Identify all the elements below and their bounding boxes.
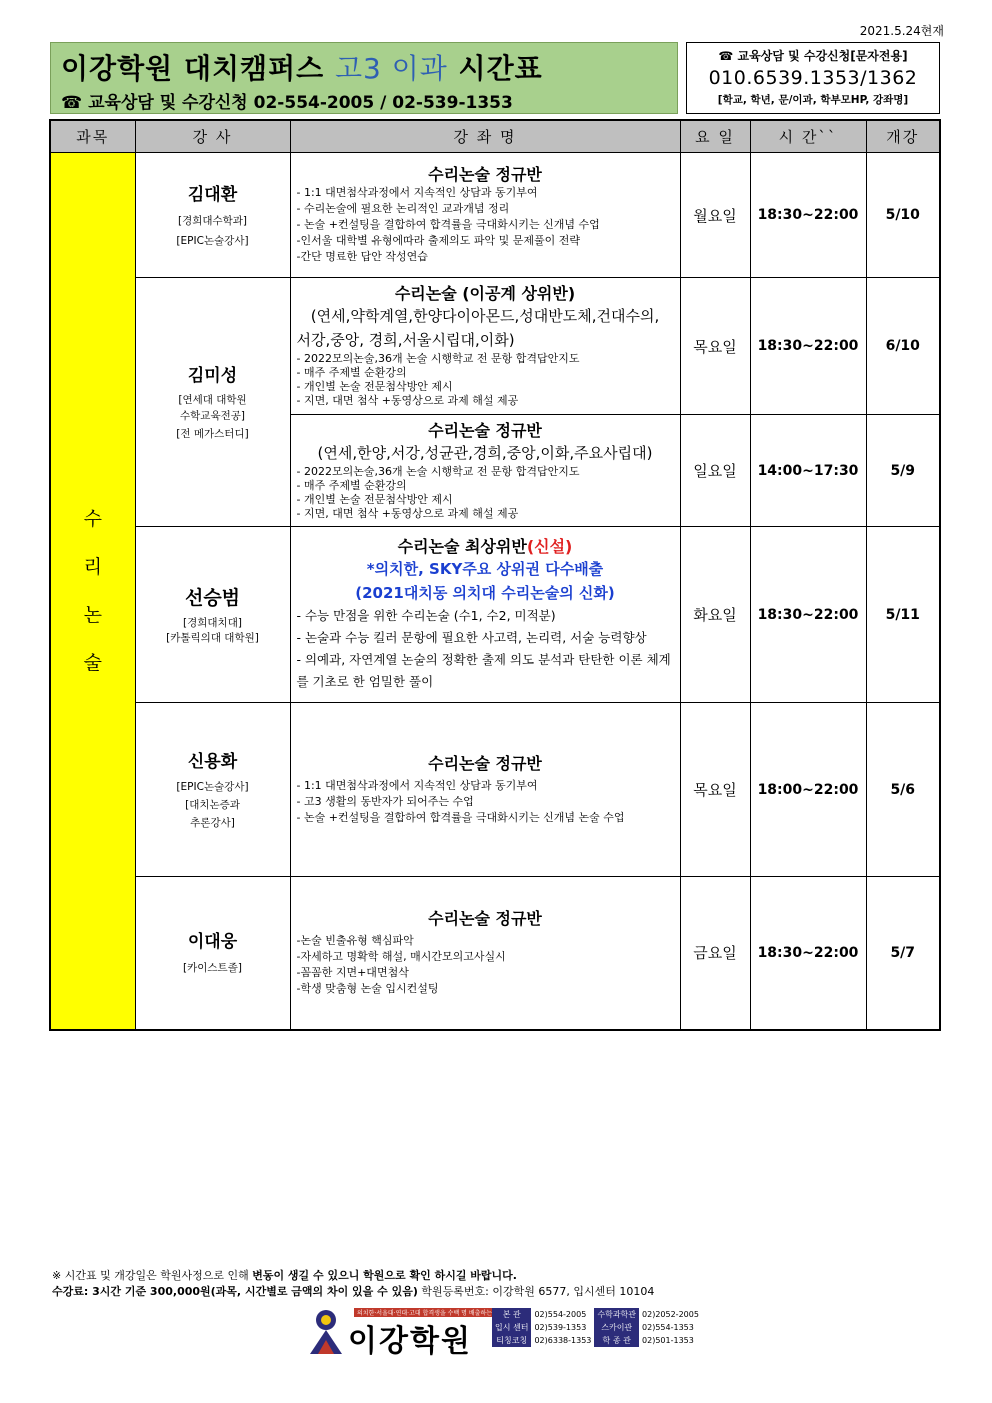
branch-label: 티칭코칭 (492, 1334, 531, 1347)
logo-text: 이강학원 (348, 1324, 472, 1359)
course-bullet: - 매주 주제별 순환강의 (296, 478, 407, 492)
phone-line: ☎ 교육상담 및 수강신청 02-554-2005 / 02-539-1353 (61, 93, 513, 113)
course-cell (290, 877, 680, 1030)
time-cell: 18:00~22:00 (750, 703, 866, 877)
branch-label: 학 종 관 (594, 1334, 639, 1347)
branch-phone: 02)2052-2005 (642, 1310, 699, 1319)
course-bullet: - 논술과 수능 킬러 문항에 필요한 사고력, 논리력, 서술 능력향상 (296, 629, 647, 645)
title-suffix: 시간표 (458, 52, 543, 85)
course-bullet: -학생 맞춤형 논술 입시컨설팅 (296, 981, 439, 995)
course-bullet: - 매주 주제별 순환강의 (296, 366, 407, 379)
instructor-desc: 수학교육전공] (180, 409, 245, 422)
course-bullet: -간단 명료한 답안 작성연습 (296, 250, 428, 263)
time-cell: 14:00~17:30 (750, 415, 866, 527)
course-bullet: - 1:1 대면첨삭과정에서 지속적인 상담과 동기부여 (296, 186, 538, 199)
note-line (52, 1284, 654, 1300)
page-title (61, 47, 543, 87)
course-schools: (연세,한양,서강,성균관,경희,중앙,이화,주요사립대) (317, 443, 653, 462)
note-emphasis: 변동이 생길 수 있으니 학원으로 확인 하시길 바랍니다. (252, 1269, 517, 1282)
subject-char: 수 (83, 507, 102, 530)
course-bullet: - 의예과, 자연계열 논술의 정확한 출제 의도 분석과 탄탄한 이론 체계를 기초로 한 엄밀한 풀이 (296, 651, 671, 689)
course-bullet: - 수능 만점을 위한 수리논술 (수1, 수2, 미적분) (296, 607, 556, 623)
course-title: 수리논술 정규반 (428, 908, 542, 928)
open-date-cell: 5/10 (866, 153, 940, 278)
open-date-cell: 5/6 (866, 703, 940, 877)
course-cell (290, 278, 680, 415)
table-header-row (50, 120, 940, 153)
instructor-desc: [경희대치대] (183, 617, 242, 629)
title-academy: 이강학원 대치캠퍼스 (61, 52, 325, 85)
notes (52, 1268, 654, 1300)
text-contact-label: ☎ 교육상담 및 수강신청[문자전용] (718, 49, 908, 63)
time-cell: 18:30~22:00 (750, 278, 866, 415)
branch-label: 수학과학관 (594, 1308, 639, 1321)
instructor-desc: [카이스트졸] (183, 962, 242, 975)
course-title: 수리논술 정규반 (428, 165, 542, 184)
instructor-desc: [EPIC논술강사] (176, 234, 249, 247)
text-contact-box (686, 42, 940, 114)
timetable (49, 119, 941, 1031)
course-bullet: - 고3 생활의 동반자가 되어주는 수업 (296, 794, 474, 808)
title-banner (50, 42, 678, 114)
branch-label: 본 관 (492, 1308, 531, 1321)
course-title: 수리논술 정규반 (428, 753, 542, 773)
header-open: 개강 (866, 120, 940, 153)
course-bullet: - 지면, 대면 첨삭 +동영상으로 과제 해설 제공 (296, 394, 519, 407)
course-title: 수리논술 (이공계 상위반) (394, 284, 576, 303)
day-cell: 일요일 (680, 415, 750, 527)
course-bullet: - 2022모의논술,36개 논술 시행학교 전 문항 합격답안지도 (296, 352, 580, 365)
course-title: 수리논술 정규반 (428, 420, 542, 440)
table-row (50, 703, 940, 877)
branch-label: 스카이관 (594, 1321, 639, 1334)
academy-logo-icon (306, 1306, 346, 1358)
branch-phone: 02)554-1353 (642, 1323, 694, 1332)
branch-row (492, 1321, 702, 1334)
day-cell: 화요일 (680, 527, 750, 703)
course-cell (290, 415, 680, 527)
instructor-desc: [경희대수학과] (177, 214, 248, 227)
instructor-cell (135, 278, 290, 527)
table-row (50, 877, 940, 1030)
header-day: 요 일 (680, 120, 750, 153)
day-cell: 금요일 (680, 877, 750, 1030)
branch-row (492, 1334, 702, 1347)
header-course: 강 좌 명 (290, 120, 680, 153)
course-schools: 서강,중앙, 경희,서울시립대,이화) (296, 331, 515, 349)
table-row (50, 527, 940, 703)
new-badge: (신설) (526, 536, 573, 556)
instructor-cell (135, 877, 290, 1030)
tuition-text: 수강료: 3시간 기준 300,000원(과목, 시간별로 금액의 차이 있을 수 있음) (52, 1285, 418, 1298)
subject-char: 리 (83, 555, 102, 578)
instructor-cell (135, 527, 290, 703)
instructor-desc: [전 메가스터디] (176, 427, 249, 440)
course-schools: (연세,약학계열,한양다이아몬드,성대반도체,건대수의, (310, 307, 660, 325)
course-bullet: - 개인별 논술 전문첨삭방안 제시 (296, 492, 453, 506)
instructor-name: 선승범 (184, 587, 241, 609)
date-stamp: 2021.5.24현재 (859, 24, 944, 38)
title-grade: 고3 이과 (334, 52, 448, 85)
footer (306, 1306, 699, 1359)
course-cell (290, 703, 680, 877)
header-time: 시 간`` (750, 120, 866, 153)
instructor-name: 신용화 (187, 752, 238, 772)
instructor-desc: [연세대 대학원 (178, 393, 247, 406)
time-cell: 18:30~22:00 (750, 877, 866, 1030)
instructor-desc: [EPIC논술강사] (176, 781, 249, 793)
registration-text: 학원등록번호: 이강학원 6577, 입시센터 10104 (417, 1285, 655, 1298)
table-row (50, 153, 940, 278)
branch-row (492, 1308, 702, 1321)
note-text: ※ 시간표 및 개강일은 학원사정으로 인해 (52, 1269, 253, 1282)
text-contact-info: [학교, 학년, 문/이과, 학부모HP, 강좌명] (717, 94, 909, 106)
instructor-desc: 추론강사] (190, 817, 235, 829)
text-contact-phone: 010.6539.1353/1362 (708, 67, 918, 89)
subject-cell (50, 153, 135, 1030)
day-cell: 월요일 (680, 153, 750, 278)
open-date-cell: 6/10 (866, 278, 940, 415)
header-subject: 과목 (50, 120, 135, 153)
course-bullet: -인서울 대학별 유형에따라 출제의도 파악 및 문제풀이 전략 (296, 234, 580, 247)
instructor-desc: [카톨릭의대 대학원] (166, 632, 259, 644)
open-date-cell: 5/11 (866, 527, 940, 703)
subject-char: 논 (83, 603, 102, 626)
day-cell: 목요일 (680, 278, 750, 415)
slogan: 의치한·서울대·연대·고대 합격생을 수백 명 배출하는 (354, 1308, 495, 1317)
instructor-name: 김대환 (187, 184, 238, 205)
branch-phone: 02)501-1353 (642, 1336, 694, 1345)
course-bullet: - 논술 +컨설팅을 결합하여 합격률을 극대화시키는 신개념 논술 수업 (296, 810, 625, 824)
table-row (50, 278, 940, 415)
branch-phone: 02)6338-1353 (534, 1336, 592, 1345)
course-bullet: -논술 빈출유형 핵심파악 (296, 933, 414, 947)
time-cell: 18:30~22:00 (750, 153, 866, 278)
subject-char: 술 (83, 651, 102, 674)
time-cell: 18:30~22:00 (750, 527, 866, 703)
open-date-cell: 5/9 (866, 415, 940, 527)
branch-table (492, 1308, 702, 1347)
instructor-name: 이대웅 (187, 932, 238, 953)
branch-label: 입시 센터 (492, 1321, 531, 1334)
branch-phone: 02)554-2005 (534, 1310, 587, 1319)
course-bullet: - 논술 +컨설팅을 결합하여 합격률을 극대화시키는 신개념 수업 (296, 218, 600, 231)
instructor-name: 김미성 (187, 365, 238, 386)
course-bullet: - 개인별 논술 전문첨삭방안 제시 (296, 380, 453, 393)
course-bullet: - 2022모의논술,36개 논술 시행학교 전 문항 합격답안지도 (296, 464, 580, 478)
course-cell (290, 527, 680, 703)
header-instructor: 강 사 (135, 120, 290, 153)
instructor-cell (135, 153, 290, 278)
course-bullet: - 1:1 대면첨삭과정에서 지속적인 상담과 동기부여 (296, 778, 538, 792)
day-cell: 목요일 (680, 703, 750, 877)
note-line (52, 1268, 654, 1284)
branch-phone: 02)539-1353 (534, 1323, 587, 1332)
course-title: 수리논술 최상위반 (397, 536, 527, 556)
course-cell (290, 153, 680, 278)
open-date-cell: 5/7 (866, 877, 940, 1030)
course-highlight: *의치한, SKY주요 상위권 다수배출 (366, 559, 604, 578)
instructor-desc: [대치논증과 (185, 799, 240, 811)
course-bullet: -자세하고 명확학 해설, 매시간모의고사실시 (296, 949, 506, 963)
course-bullet: - 지면, 대면 첨삭 +동영상으로 과제 해설 제공 (296, 506, 519, 520)
course-highlight: (2021대치동 의치대 수리논술의 신화) (355, 583, 615, 602)
course-bullet: - 수리논술에 필요한 논리적인 교과개념 정리 (296, 202, 510, 215)
course-bullet: -꼼꼼한 지면+대면첨삭 (296, 965, 409, 979)
instructor-cell (135, 703, 290, 877)
